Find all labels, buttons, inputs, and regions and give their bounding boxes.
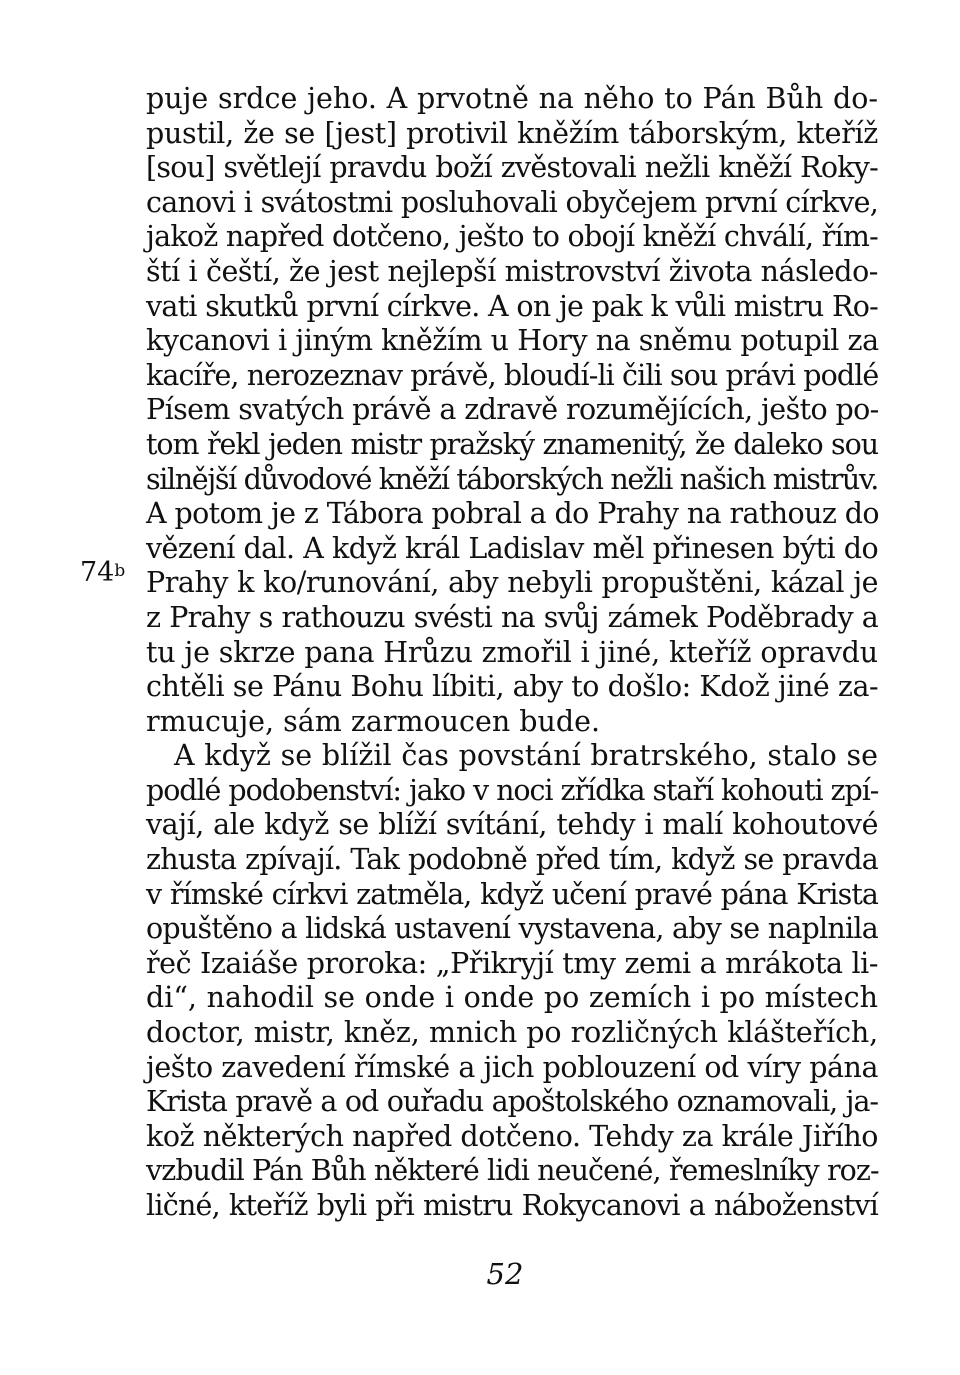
text-line: puje srdce jeho. A prvotně na něho to Pán Bůh do- <box>146 82 878 115</box>
text-line: vati skutků první církve. A on je pak k vůli mistru Ro- <box>146 289 878 323</box>
margin-note-number: 74 <box>80 557 115 588</box>
text-line: pustil, že se [jest] protivil kněžím táborským, kteříž <box>146 116 878 150</box>
text-line: kycanovi i jiným kněžím u Hory na sněmu potupil za <box>146 324 879 358</box>
text-line: kacíře, nerozeznav právě, bloudí-li čili sou právi podlé <box>146 358 879 392</box>
text-line: z Prahy s rathouzu svésti na svůj zámek Poděbrady a <box>146 600 878 634</box>
text-line: tu je skrze pana Hrůzu zmořil i jiné, kteříž opravdu <box>146 635 878 669</box>
text-line: vězení dal. A když král Ladislav měl přinesen býti do <box>146 531 878 565</box>
margin-folio-note <box>80 556 125 591</box>
text-line: Krista pravě a od ouřadu apoštolského oznamovali, ja- <box>146 1085 878 1119</box>
text-line: silnější důvodové kněží táborských nežli našich mistrův. <box>146 462 878 496</box>
text-line: tom řekl jeden mistr pražský znamenitý, že daleko sou <box>146 427 878 461</box>
text-line: ličné, kteříž byli při mistru Rokycanovi a náboženství <box>146 1189 878 1222</box>
text-line: Prahy k ko/runování, aby nebyli propuštěni, kázal je <box>146 566 878 600</box>
text-line: di“, nahodil se onde i onde po zemích i po místech <box>146 981 878 1015</box>
text-line: rmucuje, sám zarmoucen bude. <box>146 704 601 738</box>
text-line: kož některých napřed dotčeno. Tehdy za krále Jiřího <box>146 1119 878 1153</box>
text-line: [sou] světlejí pravdu boží zvěstovali nežli kněží Roky- <box>146 151 878 185</box>
text-line: řeč Izaiáše proroka: „Přikryjí tmy zemi a mrákota li- <box>146 946 878 980</box>
text-line: vzbudil Pán Bůh některé lidi neučené, řemeslníky roz- <box>146 1154 879 1188</box>
text-line: Písem svatých právě a zdravě rozumějících, ješto po- <box>146 393 879 427</box>
text-line: zhusta zpívají. Tak podobně před tím, když se pravda <box>146 843 878 877</box>
text-line: canovi i svátostmi posluhovali obyčejem první církve, <box>146 185 878 219</box>
text-line: v římské církvi zatměla, když učení pravé pána Krista <box>146 877 878 911</box>
text-line: doctor, mistr, kněz, mnich po rozličných klášteřích, <box>146 1016 878 1050</box>
text-line: chtěli se Pánu Bohu líbiti, aby to došlo: Kdož jiné za- <box>146 670 879 704</box>
page-number: 52 <box>486 1257 524 1291</box>
text-line: podlé podobenství: jako v noci zřídka staří kohouti zpí- <box>146 773 879 807</box>
text-line: A když se blížil čas povstání bratrského, stalo se <box>174 739 878 773</box>
text-line: ští i čeští, že jest nejlepší mistrovství života následo- <box>146 254 878 288</box>
text-line: vají, ale když se blíží svítání, tehdy i malí kohoutové <box>146 808 878 842</box>
text-line: A potom je z Tábora pobral a do Prahy na rathouz do <box>146 497 879 531</box>
main-text-block <box>146 82 878 1224</box>
text-line: jakož napřed dotčeno, ješto to obojí kněží chválí, řím- <box>146 220 878 254</box>
margin-note-superscript: b <box>114 561 126 581</box>
text-line: opuštěno a lidská ustavení vystavena, aby se naplnila <box>146 912 878 946</box>
text-line: ješto zavedení římské a jich poblouzení od víry pána <box>146 1050 878 1084</box>
